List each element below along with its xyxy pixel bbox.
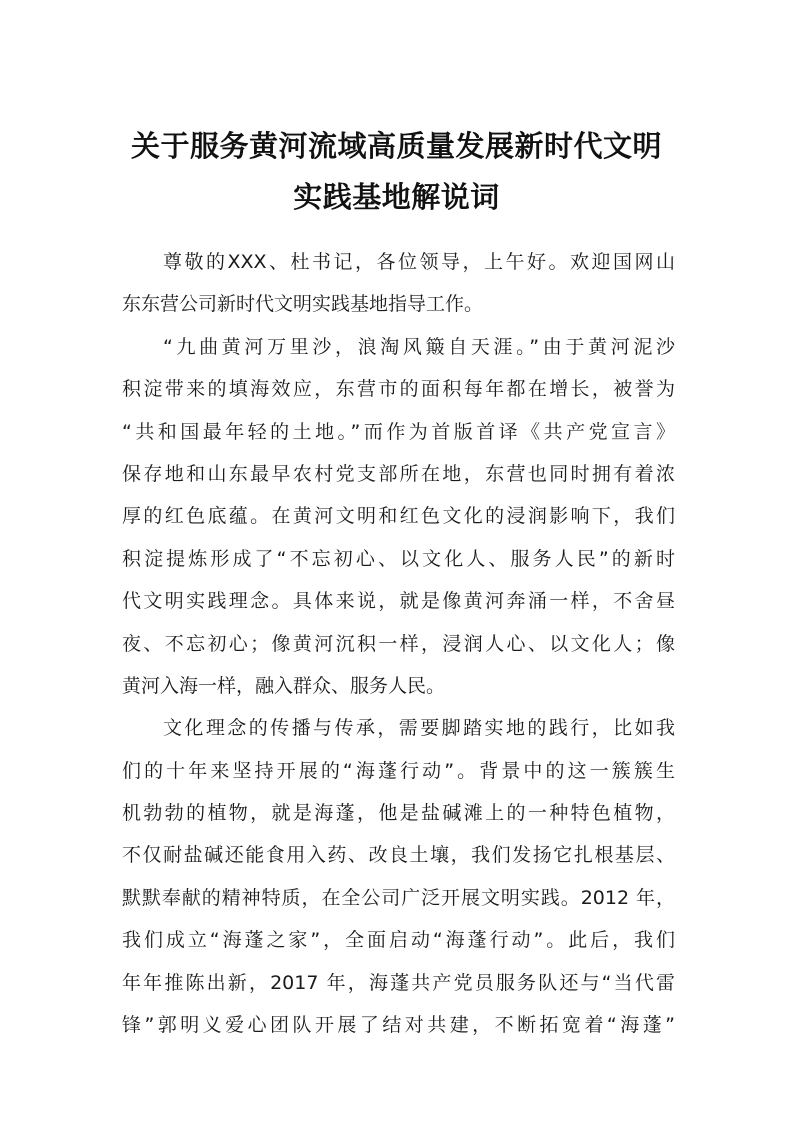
paragraph-line: 机勃勃的植物，就是海蓬，他是盐碱滩上的一种特色植物， <box>122 802 675 825</box>
paragraph-line: 们的十年来坚持开展的“海蓬行动”。背景中的这一簇簇生 <box>122 759 675 782</box>
paragraph-line: 文化理念的传播与传承，需要脚踏实地的践行，比如我 <box>163 717 675 740</box>
paragraph-line: 锋”郭明义爱心团队开展了结对共建，不断拓宽着“海蓬” <box>122 1014 675 1037</box>
paragraph-line: 尊敬的XXX、杜书记，各位领导，上午好。欢迎国网山 <box>163 251 675 273</box>
paragraph-line: 黄河入海一样，融入群众、服务人民。 <box>122 674 446 697</box>
paragraph-line: 积淀带来的填海效应，东营市的面积每年都在增长，被誉为 <box>122 378 675 401</box>
paragraph-line: 代文明实践理念。具体来说，就是像黄河奔涌一样，不舍昼 <box>122 590 675 613</box>
paragraph-line: 年年推陈出新，2017 年，海蓬共产党员服务队还与“当代雷 <box>122 971 675 994</box>
paragraph-line: 不仅耐盐碱还能食用入药、改良土壤，我们发扬它扎根基层、 <box>122 844 675 867</box>
paragraph-line: 厚的红色底蕴。在黄河文明和红色文化的浸润影响下，我们 <box>122 505 675 528</box>
paragraph-line: 保存地和山东最早农村党支部所在地，东营也同时拥有着浓 <box>122 462 675 485</box>
paragraph-line: “共和国最年轻的土地。”而作为首版首译《共产党宣言》 <box>122 420 675 443</box>
paragraph-line: 我们成立“海蓬之家”，全面启动“海蓬行动”。此后，我们 <box>122 929 675 952</box>
document-title-line-2: 实践基地解说词 <box>293 180 500 214</box>
paragraph-line: 夜、不忘初心；像黄河沉积一样，浸润人心、以文化人；像 <box>122 632 675 655</box>
document-title-line-1: 关于服务黄河流域高质量发展新时代文明 <box>130 129 662 163</box>
paragraph-line: 默默奉献的精神特质，在全公司广泛开展文明实践。2012 年， <box>122 886 675 909</box>
document-body <box>122 241 675 1046</box>
paragraph-line: 积淀提炼形成了“不忘初心、以文化人、服务人民”的新时 <box>122 547 675 570</box>
paragraph-line: 东东营公司新时代文明实践基地指导工作。 <box>122 293 484 316</box>
paragraph-line: “九曲黄河万里沙，浪淘风簸自天涯。”由于黄河泥沙 <box>163 335 675 358</box>
